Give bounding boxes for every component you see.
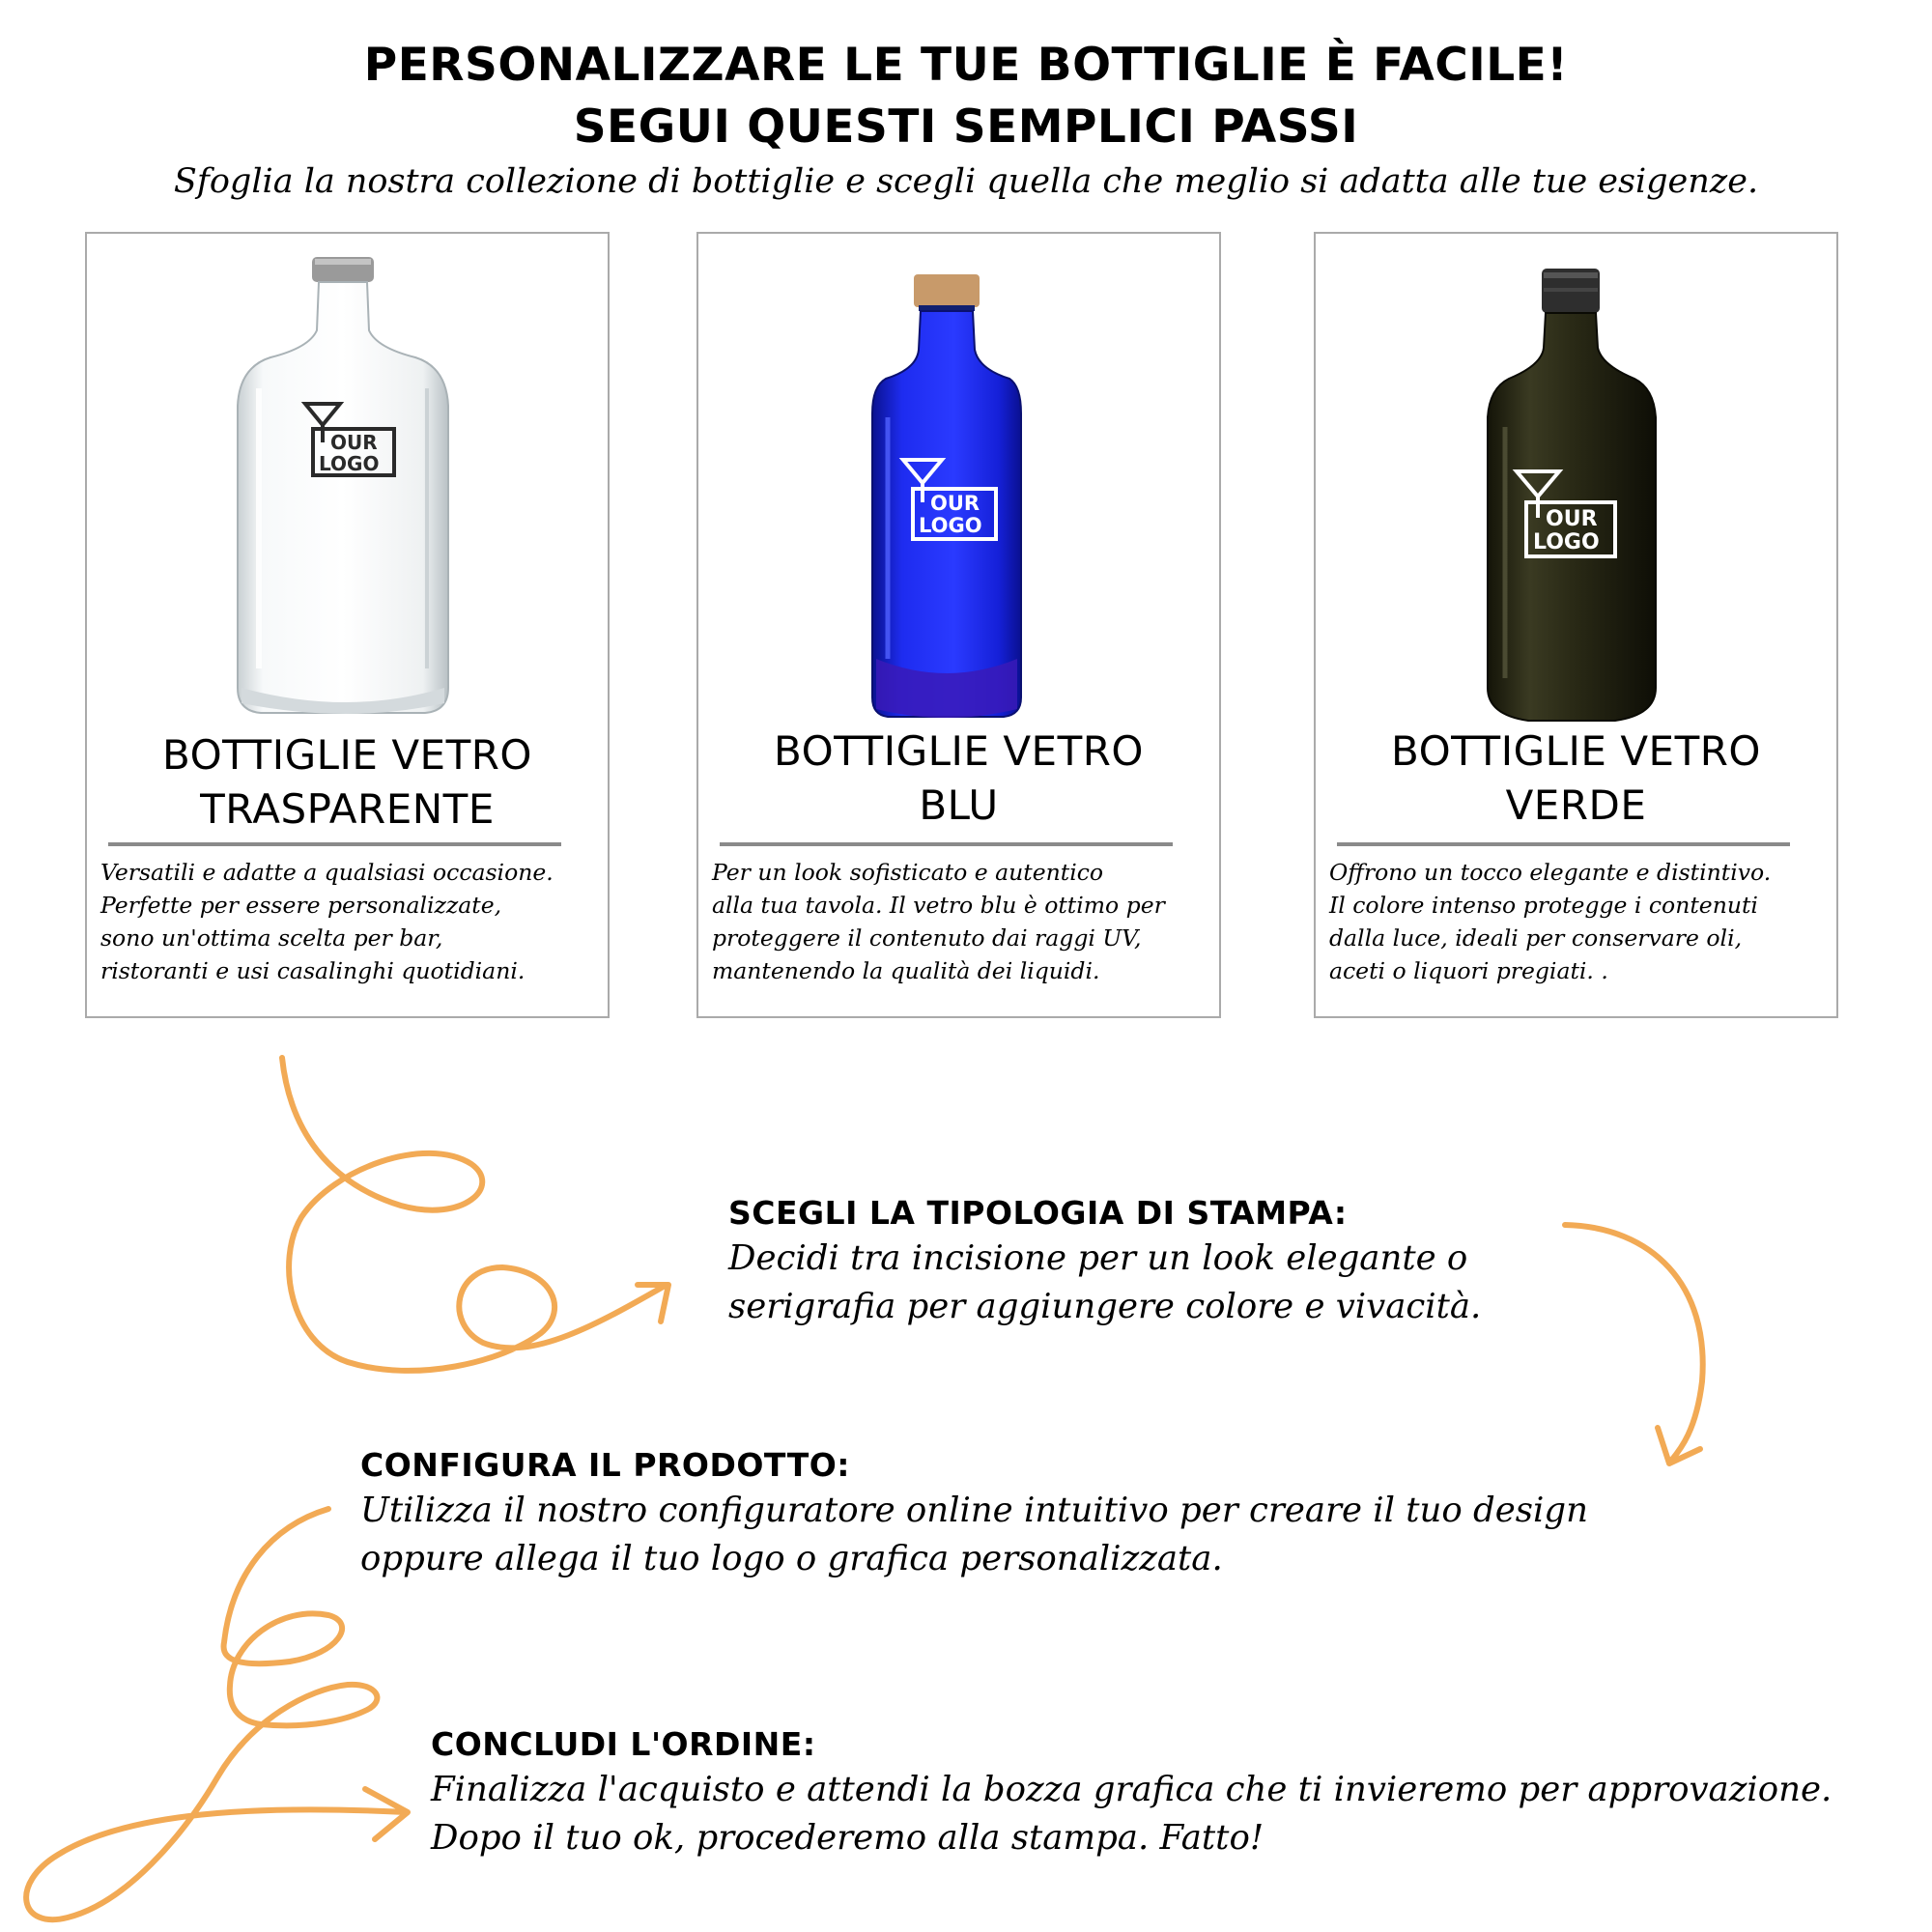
svg-text:LOGO: LOGO <box>1533 530 1600 554</box>
card-title-line-2: VERDE <box>1505 781 1647 829</box>
svg-text:OUR: OUR <box>330 431 378 454</box>
card-desc-line: alla tua tavola. Il vetro blu è ottimo per <box>712 892 1165 919</box>
step-title: CONFIGURA IL PRODOTTO: <box>360 1446 850 1484</box>
step-title: CONCLUDI L'ORDINE: <box>431 1725 816 1763</box>
card-desc-line: proteggere il contenuto dai raggi UV, <box>712 924 1142 952</box>
curved-arrow-2-icon <box>1565 1225 1703 1461</box>
step-text-line: Finalizza l'acquisto e attendi la bozza grafica che ti invieremo per approvazione. <box>431 1770 1833 1809</box>
card-desc-line: Versatili e adatte a qualsiasi occasione. <box>100 859 554 886</box>
swirl-arrow-3-icon <box>26 1509 406 1919</box>
card-title-line-1: BOTTIGLIE VETRO <box>774 727 1144 775</box>
svg-text:OUR: OUR <box>1546 507 1598 531</box>
loop-arrow-1-icon <box>282 1058 667 1371</box>
step-print-type <box>728 1192 1481 1331</box>
step-configure <box>360 1444 1588 1583</box>
intro-text: Sfoglia la nostra collezione di bottiglie e scegli quella che meglio si adatta alle tue esigenze. <box>173 162 1759 201</box>
card-desc-line: mantenendo la qualità dei liquidi. <box>712 957 1100 984</box>
card-desc-line: dalla luce, ideali per conservare oli, <box>1329 924 1743 952</box>
card-title-line-1: BOTTIGLIE VETRO <box>162 731 532 779</box>
step-text-line: oppure allega il tuo logo o grafica personalizzata. <box>360 1539 1223 1578</box>
card-desc-line: Perfette per essere personalizzate, <box>100 892 502 919</box>
card-title-line-2: BLU <box>919 781 999 829</box>
title-line-1: PERSONALIZZARE LE TUE BOTTIGLIE È FACILE! <box>363 39 1569 92</box>
step-text-line: Utilizza il nostro configuratore online intuitivo per creare il tuo design <box>360 1491 1588 1530</box>
svg-text:LOGO: LOGO <box>919 514 982 537</box>
step-text-line: Decidi tra incisione per un look elegante o <box>728 1238 1468 1278</box>
card-desc-line: Per un look sofisticato e autentico <box>712 859 1104 886</box>
card-desc-line: aceti o liquori pregiati. . <box>1329 957 1608 984</box>
title-line-2: SEGUI QUESTI SEMPLICI PASSI <box>573 100 1359 154</box>
card-desc-line: Offrono un tocco elegante e distintivo. <box>1329 859 1772 886</box>
svg-text:LOGO: LOGO <box>319 452 380 475</box>
card-desc-line: Il colore intenso protegge i contenuti <box>1329 892 1758 919</box>
step-title: SCEGLI LA TIPOLOGIA DI STAMPA: <box>728 1194 1348 1232</box>
step-text-line: serigrafia per aggiungere colore e vivacità. <box>728 1287 1482 1326</box>
card-desc-line: ristoranti e usi casalinghi quotidiani. <box>100 957 526 984</box>
step-text-line: Dopo il tuo ok, procederemo alla stampa. Fatto! <box>431 1818 1264 1858</box>
card-title-line-2: TRASPARENTE <box>200 785 495 833</box>
card-title-line-1: BOTTIGLIE VETRO <box>1391 727 1761 775</box>
step-order <box>431 1723 1832 1862</box>
svg-text:OUR: OUR <box>930 492 980 515</box>
card-desc-line: sono un'ottima scelta per bar, <box>100 924 443 952</box>
